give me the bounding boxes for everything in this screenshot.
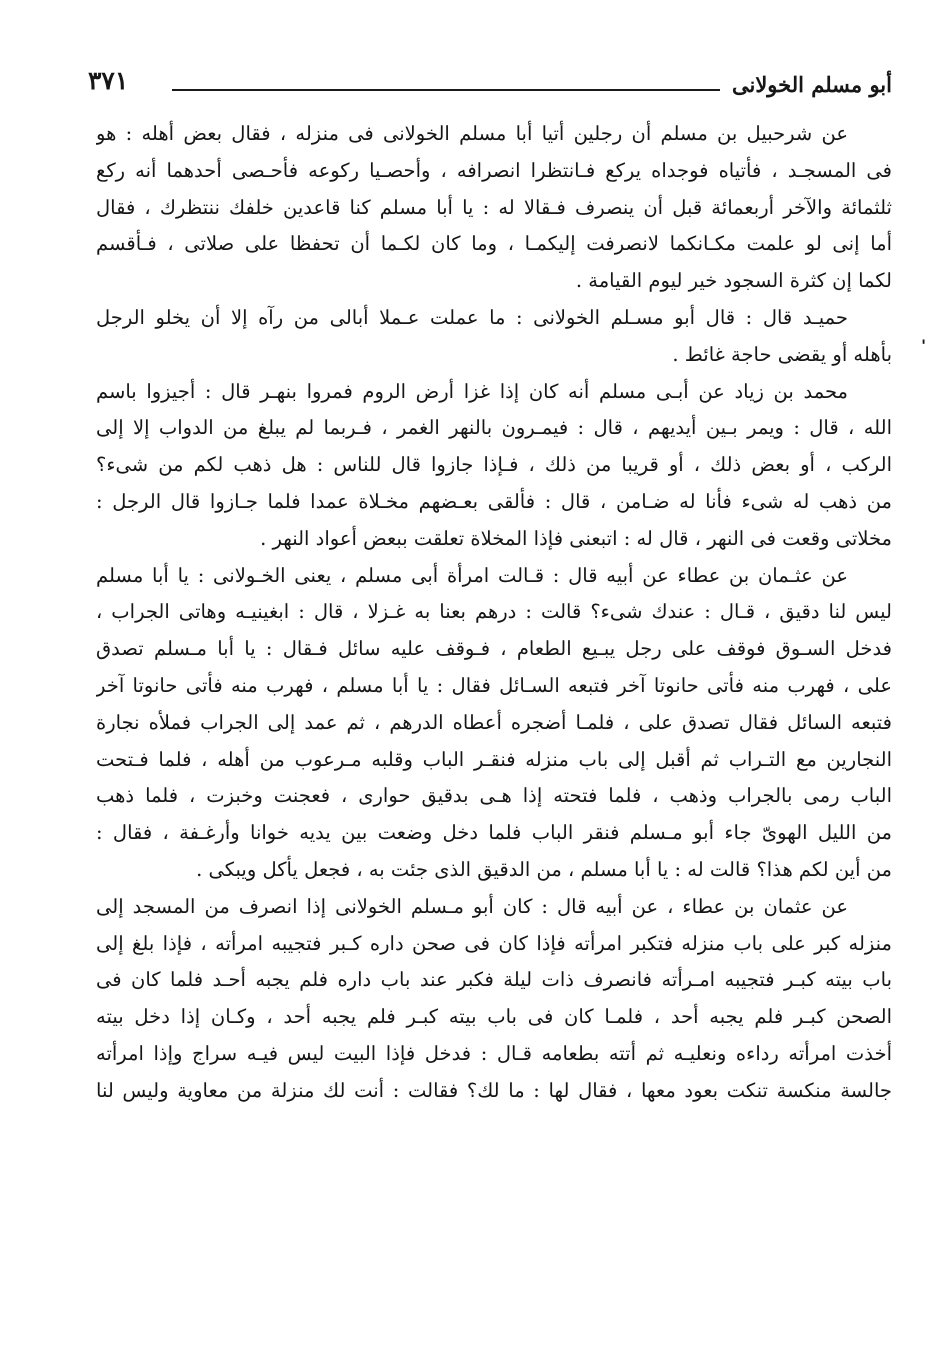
text-line: ليس لنا دقيق ، قـال : عندك شىء؟ قالت : درهم بعنا به غـزلا ، قال : ابغينيـه وهاتى الجراب ، — [96, 600, 892, 624]
text-line: النجارين مع التـراب ثم أقبل إلى باب منزله فنقـر الباب وقلبه مـرعوب من أهله ، فلما فـتحت — [96, 747, 892, 771]
running-header — [88, 62, 892, 106]
header-rule — [172, 89, 720, 91]
chapter-title: أبو مسلم الخولانى — [731, 72, 892, 97]
text-line: فدخل السـوق فوقف على رجل يبـيع الطعام ، فـوقف عليه سائل فـقال : يا أبا مـسلم تصدق — [96, 637, 892, 661]
margin-mark: ' — [921, 336, 926, 355]
text-line: الباب رمى بالجراب وذهب ، فلما فتحته إذا هـى بدقيق حوارى ، فعجنت وخبزت ، فلما ذهب — [96, 784, 892, 808]
text-line: عن عثمان بن عطاء ، عن أبيه قال : كان أبو مـسلم الخولانى إذا انصرف من المسجد إلى — [96, 894, 848, 918]
text-line: الصحن كبـر فلم يجبه أحد ، فلمـا كان فى باب بيته كبـر فلم يجبه أحد ، وكـان إذا دخل بيته — [96, 1005, 892, 1029]
body-text — [96, 116, 892, 1110]
text-line: منزله كبر على باب منزله فتكبر امرأته فإذا كان فى صحن داره كـبر فتجيبه امرأته ، فإذا بلغ إلى — [96, 931, 892, 955]
text-line: محمد بن زياد عن أبـى مسلم أنه كان إذا غزا أرض الروم فمروا بنهـر قال : أجيزوا باسم — [96, 379, 848, 403]
text-line: الركب ، أو بعض ذلك ، أو قريبا من ذلك ، فـإذا جازوا قال للناس : هل ذهب لكم من شىء؟ — [96, 453, 892, 477]
text-line: عن عثـمان بن عطاء عن أبيه قال : قـالت امرأة أبى مسلم ، يعنى الخـولانى : يا أبا مسلم — [96, 563, 848, 587]
text-line: لكما إن كثرة السجود خير ليوم القيامة . — [575, 269, 892, 293]
text-line: عن شرحبيل بن مسلم أن رجلين أتيا أبا مسلم الخولانى فى منزله ، فقال بعض أهله : هو — [96, 122, 848, 145]
text-line: من ذهب له شىء فأنا له ضـامن ، قال : فألقى بعـضهم مخـلاة عمدا فلما جـازوا قال الرجل : — [96, 489, 892, 513]
text-line: مخلاتى وقعت فى النهر ، قال له : اتبعنى فإذا المخلاة تعلقت ببعض أعواد النهر . — [260, 526, 892, 550]
text-line: فى المسجـد ، فأتياه فوجداه يركع فـانتظرا انصرافه ، وأحصـيا ركوعه فأحـصى أحدهما أنه ركع — [96, 158, 892, 182]
text-line: أخذت امرأته رداءه ونعليـه ثم أتته بطعامه قـال : فدخل فإذا البيت ليس فيـه سراج وإذا امرأته — [96, 1041, 892, 1065]
text-line: باب بيته كبـر فتجيبه امـرأته فانصرف ذات ليلة فكبر عند باب داره فلم يجبه أحـد فلما كان فى — [96, 968, 892, 992]
text-line: على ، فهرب منه فأتى حانوتا آخر فتبعه السـائل فقال : يا أبا مسلم ، فهرب منه فأتى حانوتا آخر — [96, 673, 892, 697]
text-line: من أين لكم هذا؟ قالت له : يا أبا مسلم ، من الدقيق الذى جئت به ، فجعل يأكل ويبكى . — [196, 857, 892, 881]
text-line: فتبعه السائل فقال تصدق على ، فلمـا أضجره أعطاه الدرهم ، ثم عمد إلى الجراب فملأه نجارة — [96, 710, 892, 734]
text-line: الله ، قال : ويمر بـين أيديهم ، قال : فيمـرون بالنهر الغمر ، فـربما لم يبلغ من الدواب إلا إلى — [96, 416, 892, 440]
text-line: جالسة منكسة تنكت بعود معها ، فقال لها : ما لك؟ فقالت : أنت لك منزلة من معاوية وليس لنا — [96, 1078, 892, 1102]
text-line: من الليل الهوىّ جاء أبو مـسلم فنقر الباب فلما دخل وضعت بين يديه خوانا وأرغـفة ، فقال : — [96, 821, 892, 845]
text-line: بأهله أو يقضى حاجة غائط . — [672, 342, 892, 366]
text-line: حميـد قال : قال أبو مسـلم الخولانى : ما عملت عـملا أبالى من رآه إلا أن يخلو الرجل — [96, 305, 848, 329]
page-number: ٣٧١ — [88, 66, 129, 95]
text-line: ثلثمائة والآخر أربعمائة قبل أن ينصرف فـقالا له : يا أبا مسلم كنا قاعدين خلفك ننتظرك ، فقال — [96, 195, 892, 219]
text-line: أما إنى لو علمت مكـانكما لانصرفت إليكمـا ، وما كان لكـما أن تحفظا على صلاتى ، فـأقسم — [96, 232, 892, 256]
